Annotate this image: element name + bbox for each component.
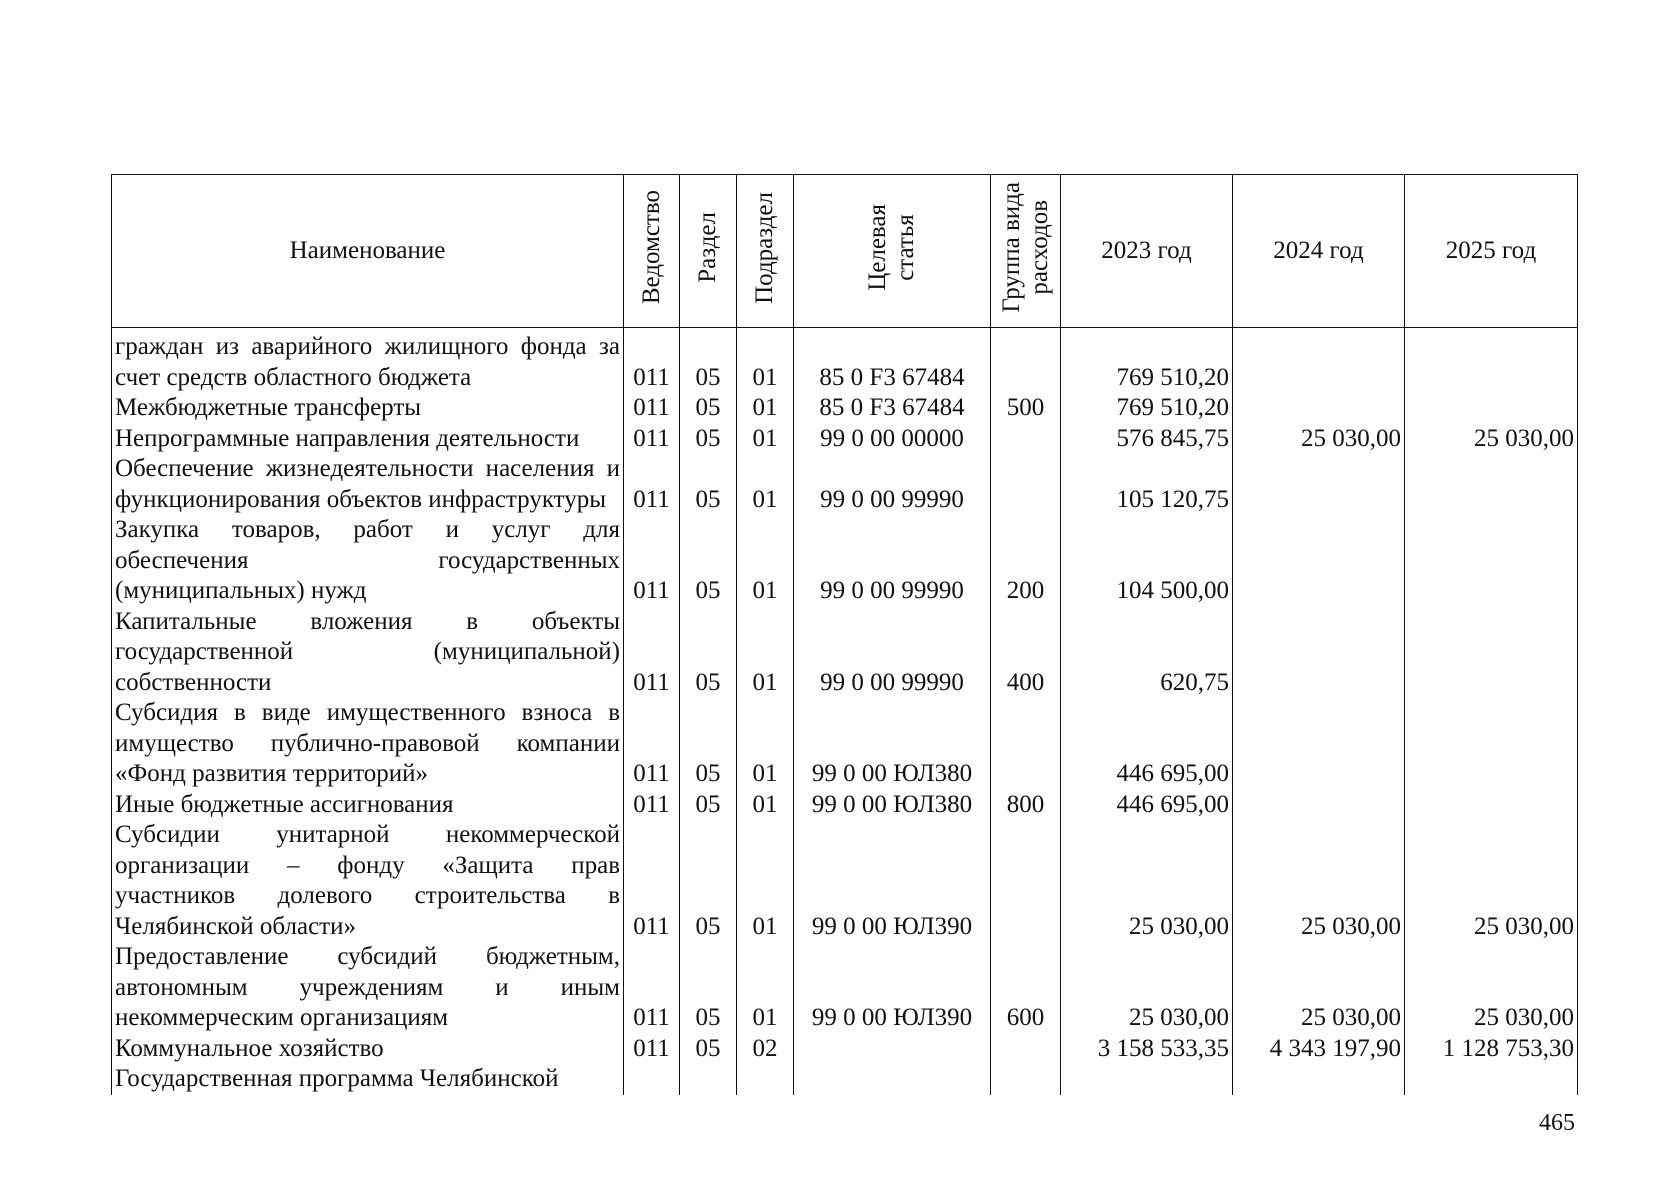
cell-2025 bbox=[1405, 454, 1578, 515]
cell-2023: 105 120,75 bbox=[1061, 454, 1233, 515]
header-expense-group: Группа вида расходов bbox=[991, 175, 1061, 328]
cell-expense-group: 500 bbox=[991, 393, 1061, 424]
cell-target-article bbox=[794, 1034, 991, 1065]
cell-podrazdel: 01 bbox=[737, 454, 794, 515]
cell-2023: 104 500,00 bbox=[1061, 515, 1233, 607]
cell-vedomstvo: 011 bbox=[624, 393, 680, 424]
cell-2023: 769 510,20 bbox=[1061, 393, 1233, 424]
cell-2024 bbox=[1233, 607, 1405, 699]
cell-razdel: 05 bbox=[680, 515, 737, 607]
cell-2024 bbox=[1233, 1064, 1405, 1095]
cell-razdel: 05 bbox=[680, 454, 737, 515]
cell-vedomstvo: 011 bbox=[624, 1034, 680, 1065]
cell-2024 bbox=[1233, 515, 1405, 607]
cell-target-article: 85 0 F3 67484 bbox=[794, 393, 991, 424]
cell-2023: 446 695,00 bbox=[1061, 698, 1233, 790]
cell-podrazdel: 01 bbox=[737, 790, 794, 821]
cell-razdel: 05 bbox=[680, 942, 737, 1034]
cell-2023 bbox=[1061, 1064, 1233, 1095]
cell-podrazdel: 01 bbox=[737, 328, 794, 394]
cell-vedomstvo: 011 bbox=[624, 424, 680, 455]
cell-2025: 25 030,00 bbox=[1405, 942, 1578, 1034]
cell-2024: 25 030,00 bbox=[1233, 820, 1405, 942]
cell-vedomstvo: 011 bbox=[624, 454, 680, 515]
cell-name: Капитальные вложения в объекты государственной (муниципальной) собственности bbox=[112, 607, 624, 699]
cell-expense-group bbox=[991, 820, 1061, 942]
cell-target-article: 85 0 F3 67484 bbox=[794, 328, 991, 394]
cell-razdel: 05 bbox=[680, 328, 737, 394]
cell-target-article: 99 0 00 99990 bbox=[794, 515, 991, 607]
table-body bbox=[112, 328, 1578, 1095]
cell-razdel bbox=[680, 1064, 737, 1095]
cell-name: Субсидия в виде имущественного взноса в имущество публично-правовой компании «Фонд развития территорий» bbox=[112, 698, 624, 790]
cell-vedomstvo: 011 bbox=[624, 820, 680, 942]
cell-razdel: 05 bbox=[680, 393, 737, 424]
cell-vedomstvo: 011 bbox=[624, 790, 680, 821]
table-row bbox=[112, 424, 1578, 455]
cell-2023: 576 845,75 bbox=[1061, 424, 1233, 455]
cell-2023: 620,75 bbox=[1061, 607, 1233, 699]
cell-2024 bbox=[1233, 454, 1405, 515]
cell-target-article bbox=[794, 1064, 991, 1095]
cell-2025 bbox=[1405, 393, 1578, 424]
cell-razdel: 05 bbox=[680, 820, 737, 942]
cell-target-article: 99 0 00 ЮЛ380 bbox=[794, 790, 991, 821]
cell-target-article: 99 0 00 99990 bbox=[794, 454, 991, 515]
cell-name: Обеспечение жизнедеятельности населения и функционирования объектов инфраструктуры bbox=[112, 454, 624, 515]
cell-podrazdel: 01 bbox=[737, 607, 794, 699]
header-podrazdel: Подраздел bbox=[737, 175, 794, 328]
cell-expense-group: 200 bbox=[991, 515, 1061, 607]
cell-vedomstvo: 011 bbox=[624, 328, 680, 394]
cell-2025 bbox=[1405, 698, 1578, 790]
table-row bbox=[112, 1064, 1578, 1095]
cell-vedomstvo: 011 bbox=[624, 607, 680, 699]
cell-target-article: 99 0 00 00000 bbox=[794, 424, 991, 455]
cell-razdel: 05 bbox=[680, 1034, 737, 1065]
header-2024: 2024 год bbox=[1233, 175, 1405, 328]
cell-podrazdel bbox=[737, 1064, 794, 1095]
table-row bbox=[112, 1034, 1578, 1065]
cell-name: Закупка товаров, работ и услуг для обеспечения государственных (муниципальных) нужд bbox=[112, 515, 624, 607]
cell-2025 bbox=[1405, 328, 1578, 394]
cell-2023: 769 510,20 bbox=[1061, 328, 1233, 394]
cell-razdel: 05 bbox=[680, 790, 737, 821]
cell-2025 bbox=[1405, 515, 1578, 607]
table-header-row bbox=[112, 175, 1578, 328]
cell-razdel: 05 bbox=[680, 698, 737, 790]
cell-2023: 446 695,00 bbox=[1061, 790, 1233, 821]
cell-expense-group bbox=[991, 1064, 1061, 1095]
cell-2025: 25 030,00 bbox=[1405, 820, 1578, 942]
cell-vedomstvo: 011 bbox=[624, 942, 680, 1034]
table-row bbox=[112, 393, 1578, 424]
budget-table bbox=[111, 174, 1578, 1095]
cell-vedomstvo bbox=[624, 1064, 680, 1095]
cell-podrazdel: 01 bbox=[737, 820, 794, 942]
cell-podrazdel: 01 bbox=[737, 515, 794, 607]
cell-2024 bbox=[1233, 790, 1405, 821]
header-2025: 2025 год bbox=[1405, 175, 1578, 328]
cell-expense-group bbox=[991, 328, 1061, 394]
cell-2025: 25 030,00 bbox=[1405, 424, 1578, 455]
cell-expense-group: 800 bbox=[991, 790, 1061, 821]
cell-expense-group bbox=[991, 454, 1061, 515]
header-target-article: Целевая статья bbox=[794, 175, 991, 328]
cell-name: Иные бюджетные ассигнования bbox=[112, 790, 624, 821]
cell-target-article: 99 0 00 99990 bbox=[794, 607, 991, 699]
cell-2023: 25 030,00 bbox=[1061, 820, 1233, 942]
cell-expense-group bbox=[991, 424, 1061, 455]
header-2023: 2023 год bbox=[1061, 175, 1233, 328]
cell-name: Субсидии унитарной некоммерческой организации – фонду «Защита прав участников долевого строительства в Челябинской области» bbox=[112, 820, 624, 942]
cell-razdel: 05 bbox=[680, 424, 737, 455]
cell-target-article: 99 0 00 ЮЛ390 bbox=[794, 820, 991, 942]
cell-2025 bbox=[1405, 790, 1578, 821]
cell-razdel: 05 bbox=[680, 607, 737, 699]
cell-podrazdel: 01 bbox=[737, 698, 794, 790]
cell-podrazdel: 01 bbox=[737, 393, 794, 424]
cell-2025: 1 128 753,30 bbox=[1405, 1034, 1578, 1065]
cell-2024: 25 030,00 bbox=[1233, 942, 1405, 1034]
cell-vedomstvo: 011 bbox=[624, 515, 680, 607]
table-row bbox=[112, 790, 1578, 821]
cell-name: Межбюджетные трансферты bbox=[112, 393, 624, 424]
header-razdel: Раздел bbox=[680, 175, 737, 328]
cell-target-article: 99 0 00 ЮЛ390 bbox=[794, 942, 991, 1034]
page-number: 465 bbox=[1539, 1110, 1575, 1136]
table-row bbox=[112, 942, 1578, 1034]
header-name: Наименование bbox=[112, 175, 624, 328]
table-row bbox=[112, 328, 1578, 394]
table-row bbox=[112, 515, 1578, 607]
cell-2024 bbox=[1233, 328, 1405, 394]
header-vedomstvo: Ведомство bbox=[624, 175, 680, 328]
cell-2025 bbox=[1405, 607, 1578, 699]
cell-name: граждан из аварийного жилищного фонда за счет средств областного бюджета bbox=[112, 328, 624, 394]
table-row bbox=[112, 820, 1578, 942]
cell-expense-group: 600 bbox=[991, 942, 1061, 1034]
cell-2023: 25 030,00 bbox=[1061, 942, 1233, 1034]
cell-2024: 4 343 197,90 bbox=[1233, 1034, 1405, 1065]
cell-2025 bbox=[1405, 1064, 1578, 1095]
cell-expense-group: 400 bbox=[991, 607, 1061, 699]
cell-vedomstvo: 011 bbox=[624, 698, 680, 790]
table-row bbox=[112, 607, 1578, 699]
cell-podrazdel: 01 bbox=[737, 424, 794, 455]
cell-name: Предоставление субсидий бюджетным, автономным учреждениям и иным некоммерческим организациям bbox=[112, 942, 624, 1034]
cell-expense-group bbox=[991, 1034, 1061, 1065]
table-row bbox=[112, 698, 1578, 790]
cell-2024 bbox=[1233, 698, 1405, 790]
cell-2023: 3 158 533,35 bbox=[1061, 1034, 1233, 1065]
cell-podrazdel: 01 bbox=[737, 942, 794, 1034]
cell-target-article: 99 0 00 ЮЛ380 bbox=[794, 698, 991, 790]
cell-expense-group bbox=[991, 698, 1061, 790]
cell-2024: 25 030,00 bbox=[1233, 424, 1405, 455]
cell-name: Непрограммные направления деятельности bbox=[112, 424, 624, 455]
table-row bbox=[112, 454, 1578, 515]
cell-podrazdel: 02 bbox=[737, 1034, 794, 1065]
cell-name: Коммунальное хозяйство bbox=[112, 1034, 624, 1065]
cell-2024 bbox=[1233, 393, 1405, 424]
cell-name: Государственная программа Челябинской bbox=[112, 1064, 624, 1095]
